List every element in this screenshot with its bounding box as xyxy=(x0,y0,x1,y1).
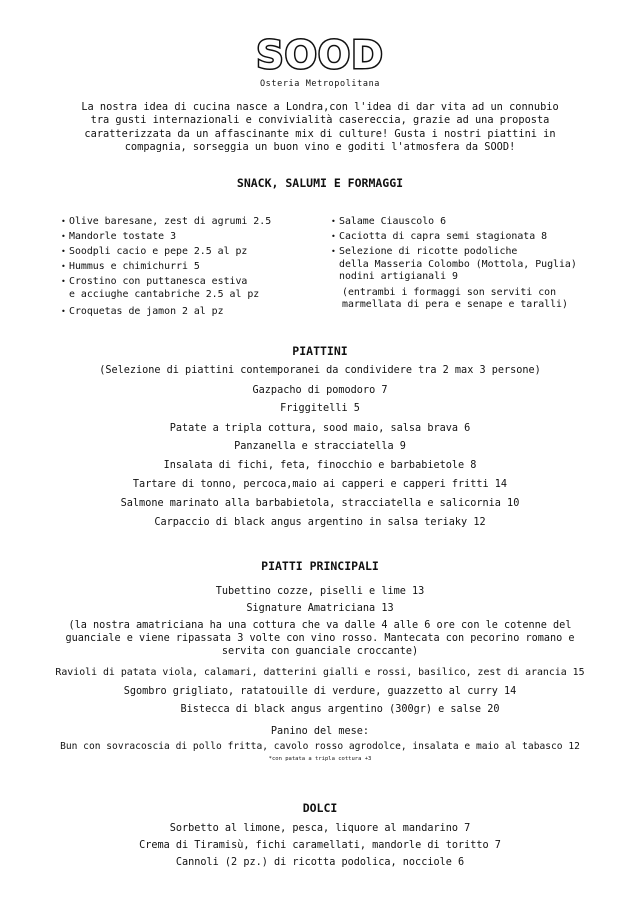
menu-item: • Croquetas de jamon 2 al pz xyxy=(61,306,271,319)
menu-item: • Salame Ciauscolo 6 xyxy=(331,216,577,229)
dish-description: servita con guanciale croccante) xyxy=(221,646,419,657)
menu-item: Insalata di fichi, feta, finocchio e barbabietole 8 xyxy=(163,460,477,471)
menu-item: Cannoli (2 pz.) di ricotta podolica, nocciole 6 xyxy=(175,857,465,868)
intro-line: La nostra idea di cucina nasce a Londra,con l'idea di dar vita ad un connubio xyxy=(81,101,559,113)
footnote: *con patata a tripla cottura +3 xyxy=(268,756,372,762)
logo-wordmark: SOOD xyxy=(256,33,384,77)
menu-item: • Crostino con puttanesca estiva e acciughe cantabriche 2.5 al pz xyxy=(61,276,271,301)
snack-list-left xyxy=(61,216,271,321)
snack-list-right xyxy=(331,216,577,314)
menu-item: Gazpacho di pomodoro 7 xyxy=(252,385,388,396)
section-title-piattini: PIATTINI xyxy=(292,344,348,358)
menu-item: Patate a tripla cottura, sood maio, salsa brava 6 xyxy=(169,423,471,434)
menu-item: • Hummus e chimichurri 5 xyxy=(61,261,271,274)
dish-description: guanciale e viene ripassata 3 volte con vino rosso. Mantecata con pecorino romano e xyxy=(65,633,575,644)
menu-item: • Olive baresane, zest di agrumi 2.5 xyxy=(61,216,271,229)
menu-item: • Mandorle tostate 3 xyxy=(61,231,271,244)
intro-line: caratterizzata da un affascinante mix di culture! Gusta i nostri piattini in xyxy=(84,127,556,140)
menu-item: Crema di Tiramisù, fichi caramellati, mandorle di toritto 7 xyxy=(139,840,501,851)
menu-item: • Selezione di ricotte podoliche della Masseria Colombo (Mottola, Puglia) nodini artigianali 9 xyxy=(331,246,577,284)
dish-description: (la nostra amatriciana ha una cottura che va dalle 4 alle 6 ore con le cotenne del xyxy=(68,620,572,631)
menu-item: Sgombro grigliato, ratatouille di verdure, guazzetto al curry 14 xyxy=(123,686,517,697)
section-note: (Selezione di piattini contemporanei da condividere tra 2 max 3 persone) xyxy=(99,365,541,376)
subtitle: Osteria Metropolitana xyxy=(259,79,381,89)
logo xyxy=(0,33,640,77)
menu-item: Tartare di tonno, percoca,maio ai capperi e capperi fritti 14 xyxy=(132,479,508,490)
menu-item: Panzanella e stracciatella 9 xyxy=(234,441,406,452)
intro-line: compagnia, sorseggia un buon vino e goditi l'atmosfera da SOOD! xyxy=(124,141,516,154)
menu-item: Bistecca di black angus argentino (300gr) e salse 20 xyxy=(180,704,500,715)
menu-item: Salmone marinato alla barbabietola, stracciatella e salicornia 10 xyxy=(120,498,520,509)
menu-item: Sorbetto al limone, pesca, liquore al mandarino 7 xyxy=(169,823,471,834)
menu-item: • Caciotta di capra semi stagionata 8 xyxy=(331,231,577,244)
intro-line: tra gusti internazionali e convivialità casereccia, grazie ad una proposta xyxy=(90,114,550,127)
menu-item: Bun con sovracoscia di pollo fritta, cavolo rosso agrodolce, insalata e maio al tabasco 12 xyxy=(60,741,580,752)
menu-subheading: Panino del mese: xyxy=(270,726,370,737)
menu-item: • Soodpli cacio e pepe 2.5 al pz xyxy=(61,246,271,259)
menu-note: (entrambi i formaggi son serviti con marmellata di pera e senape e taralli) xyxy=(342,286,568,310)
menu-item: Ravioli di patata viola, calamari, datterini gialli e rossi, basilico, zest di arancia 15 xyxy=(55,667,585,678)
menu-item: Signature Amatriciana 13 xyxy=(246,603,394,614)
section-title-snack: SNACK, SALUMI E FORMAGGI xyxy=(236,176,404,190)
section-title-principali: PIATTI PRINCIPALI xyxy=(261,559,379,573)
menu-item: Carpaccio di black angus argentino in salsa teriaky 12 xyxy=(154,517,486,528)
intro-paragraph xyxy=(0,101,640,155)
menu-item: Friggitelli 5 xyxy=(280,403,360,414)
menu-item: Tubettino cozze, piselli e lime 13 xyxy=(215,586,425,597)
section-title-dolci: DOLCI xyxy=(302,801,338,815)
